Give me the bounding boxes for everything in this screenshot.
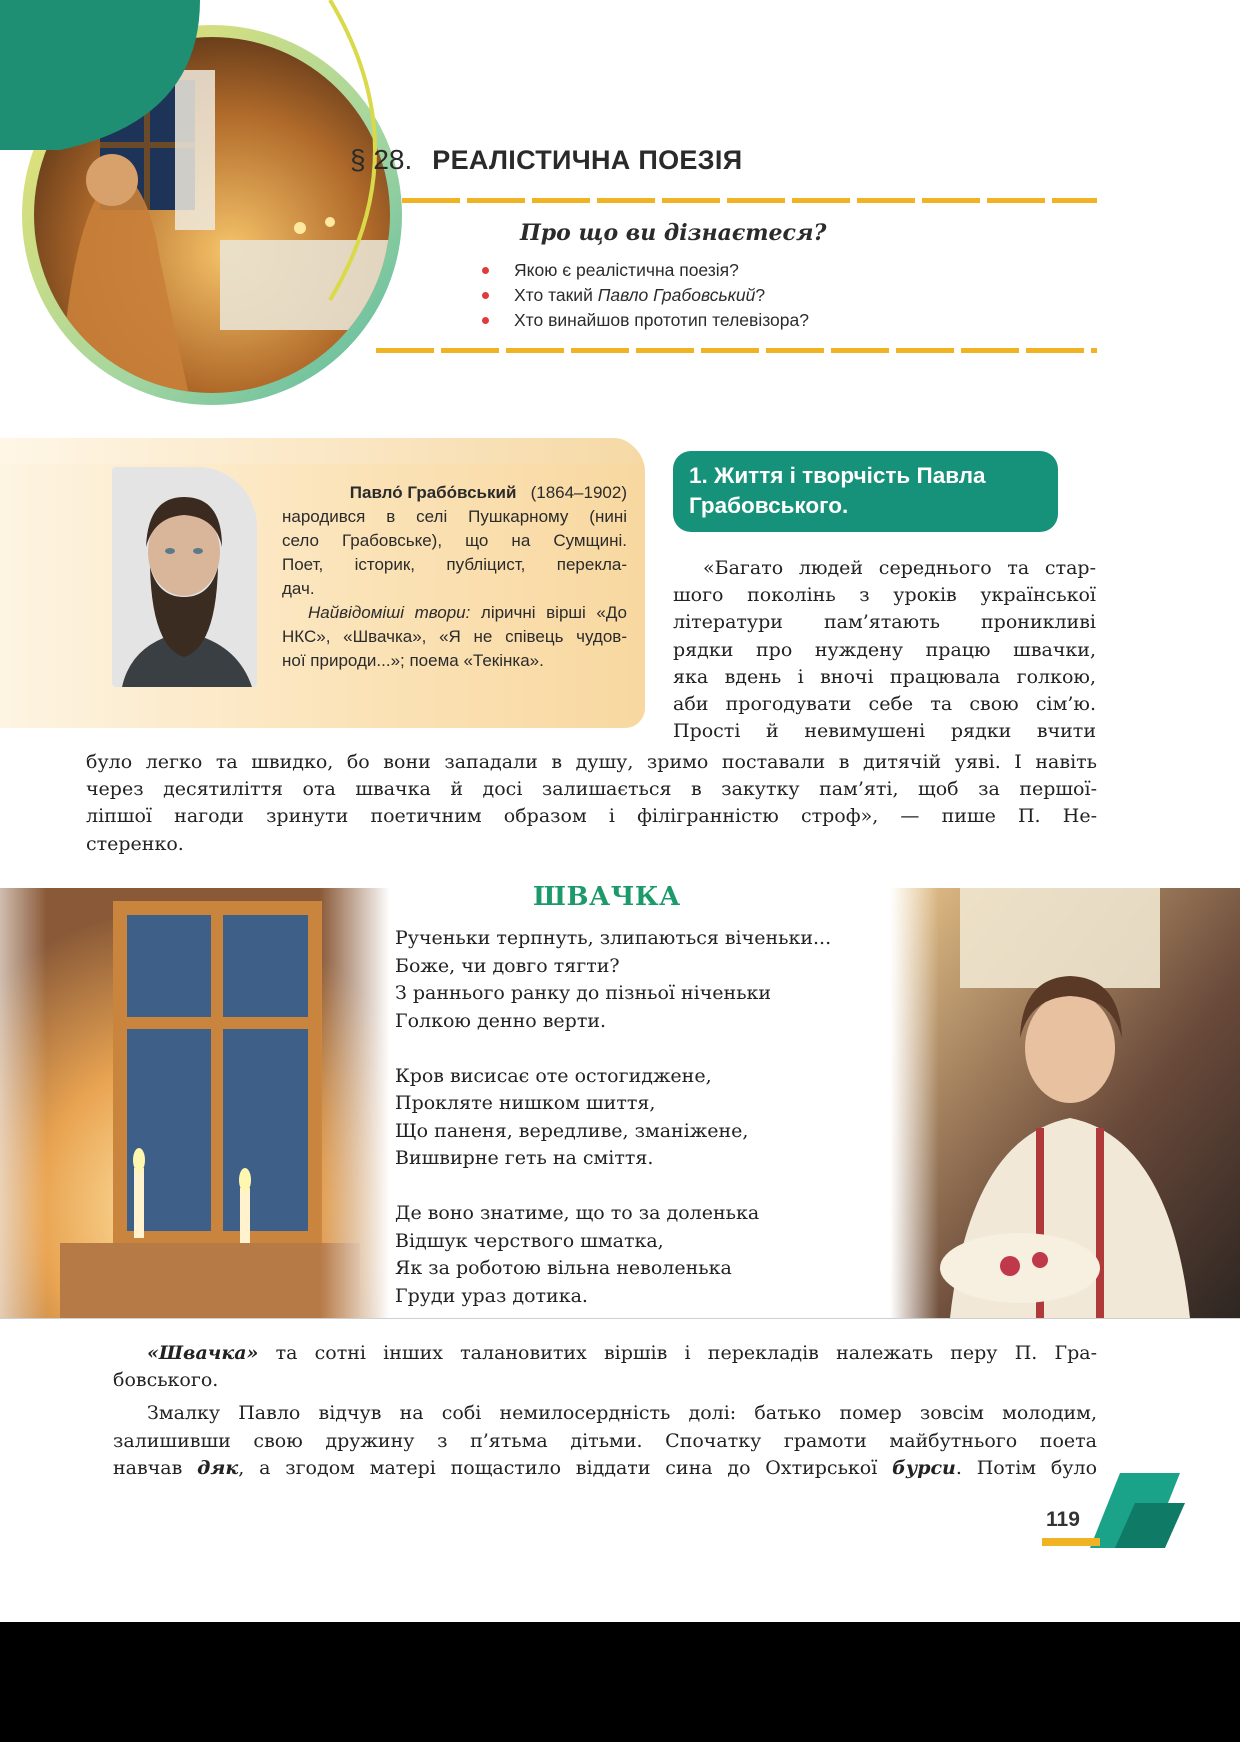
title-divider	[402, 198, 1097, 203]
bio-line: народився в селі Пушкарному (нині	[282, 507, 627, 526]
bio-line: Поет, історик, публіцист, перекла-	[282, 555, 627, 574]
poem-stanza: Рученьки терпнуть, злипаються віченьки... Боже, чи довго тягти? З раннього ранку до пізньої ніченьки Голкою денно верти.	[395, 927, 832, 1032]
section-number: § 28.	[350, 144, 413, 175]
poem-bottom-rule	[0, 1318, 1240, 1319]
bullet-icon	[482, 267, 489, 274]
scan-bottom-border	[0, 1622, 1240, 1742]
header-illustration	[0, 0, 420, 420]
poem-stanza: Де воно знатиме, що то за доленька Відшук черствого шматка, Як за роботою вільна неволенька Груди ураз дотика.	[395, 1202, 760, 1307]
works-label: Найвідоміші твори:	[308, 603, 471, 622]
learn-divider	[376, 348, 1097, 353]
poem-stanza: Кров висисає оте остогиджене, Прокляте нишком шиття, Що паненя, вередливе, зманіжене, Вишвирне геть на сміття.	[395, 1064, 749, 1169]
learn-item: Хто винайшов прототип телевізора?	[478, 308, 809, 333]
section-title: РЕАЛІСТИЧНА ПОЕЗІЯ	[432, 145, 743, 175]
bio-name: Павло́ Грабо́вський	[349, 483, 517, 502]
bullet-icon	[482, 317, 489, 324]
paragraph-shvachka: «Швачка» та сотні інших талановитих віршів і перекладів належать перу П. Гра- бовського.	[113, 1342, 1097, 1391]
portrait-image	[112, 467, 257, 687]
bio-text: Павло́ Грабо́вський (1864–1902) народився в селі Пушкарному (нині село Грабовське), що на Сумщині. Поет, історик, публіцист, перекла- дач. Найвідоміші твори: ліричні вірші «До НКС», «Швачка», «Я не співець чудов- ної природи...»; поема «Текінка».	[282, 481, 627, 673]
learn-title: Про що ви дізнаєтеся?	[520, 220, 827, 246]
learn-item: Якою є реалістична поезія?	[478, 258, 809, 283]
candle-window-image	[0, 888, 390, 1318]
bio-line: НКС», «Швачка», «Я не співець чудов-	[282, 627, 627, 646]
poem	[395, 925, 831, 1310]
page-number: 119	[1046, 1508, 1080, 1531]
paragraph-childhood: Змалку Павло відчув на собі немилосердність долі: батько помер зовсім молодим, залишивши свою дружину з п’ятьма дітьми. Спочатку грамоти майбутнього поета навчав дяк, а згодом матері пощастило віддати сина до Охтирської бурси. Потім було	[113, 1402, 1098, 1479]
term-dyak: дяк	[197, 1457, 239, 1479]
section-title-row	[350, 144, 742, 176]
bio-line: ної природи...»; поема «Текінка».	[282, 651, 544, 670]
section-heading: 1. Життя і творчість Павла Грабовського.	[673, 451, 1058, 532]
poem-title: ШВАЧКА	[533, 882, 681, 912]
bio-line: дач.	[282, 579, 315, 598]
seamstress-image	[890, 888, 1240, 1318]
poem-reference: «Швачка»	[147, 1342, 259, 1364]
bio-years: (1864–1902)	[530, 483, 627, 502]
bullet-icon	[482, 292, 489, 299]
bio-line: село Грабовське), що на Сумщині.	[282, 531, 627, 550]
learn-list	[478, 258, 809, 333]
quote-paragraph-top: «Багато людей середнього та стар- шого поколінь з уроків української літератури пам’ятають проникливі рядки про нуждену працю швачки, яка вдень і вночі працювала голкою, аби прогодувати себе та свою сім’ю. Прості й невимушені рядки вчити	[673, 557, 1096, 743]
quote-paragraph-bottom: було легко та швидко, бо вони западали в душу, зримо поставали в дитячій уяві. І навіть через десятиліття ота швачка й досі залишається в закутку пам’яті, щоб за першої- ліпшої нагоди зринути поетичним образом і філігранністю строф», — пише П. Не- стеренко.	[86, 751, 1097, 855]
term-bursa: бурси	[892, 1457, 956, 1479]
learn-item: Хто такий Павло Грабовський?	[478, 283, 809, 308]
